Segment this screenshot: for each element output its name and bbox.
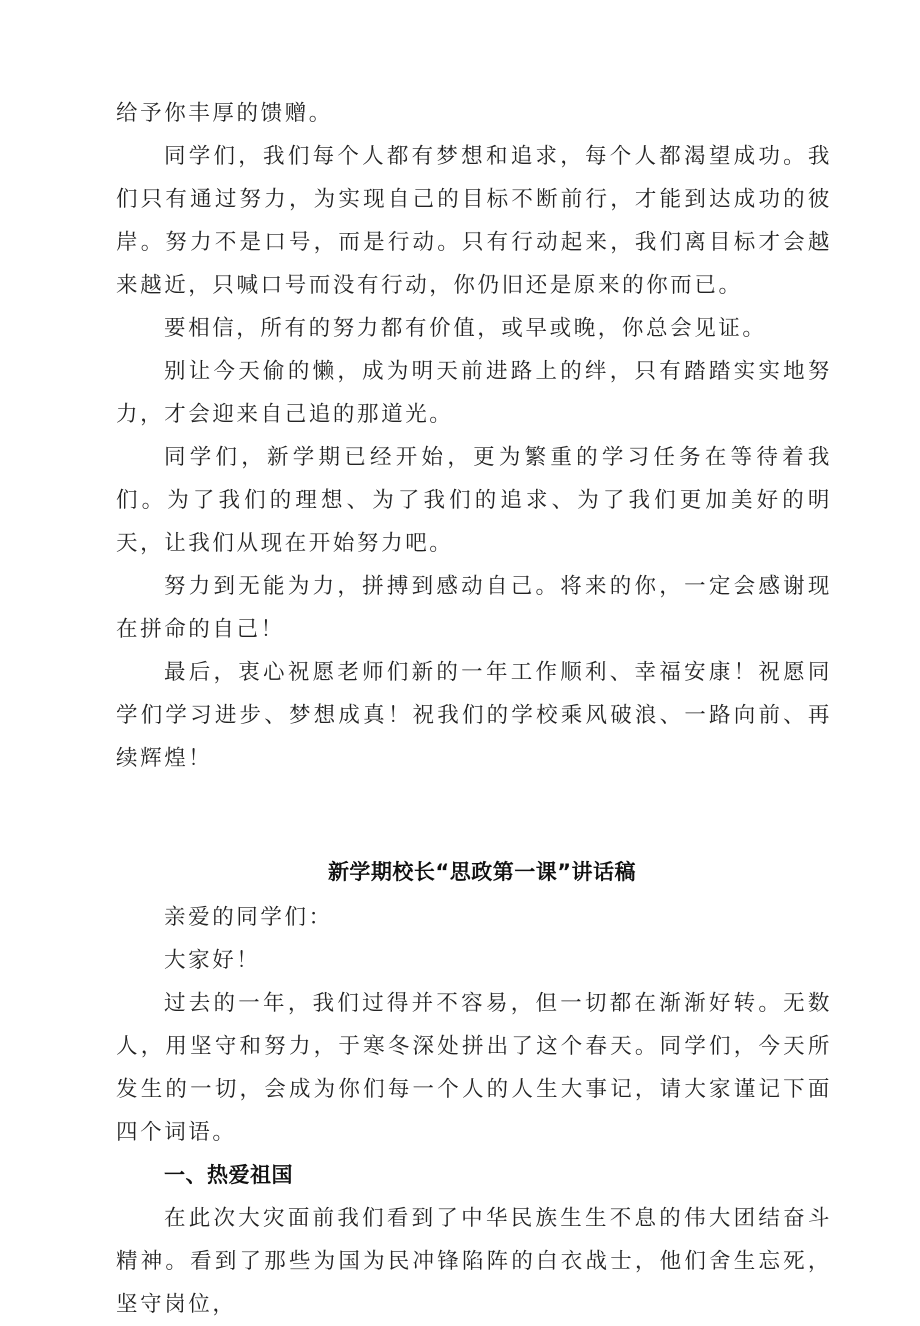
paragraph-continued: 给予你丰厚的馈赠。 [116, 101, 333, 126]
paragraph-effort: 努力到无能为力，拼搏到感动自己。将来的你，一定会感谢现在拼命的自己！ [116, 574, 832, 642]
greeting: 亲爱的同学们： [164, 905, 333, 930]
document-page [116, 92, 832, 1326]
paragraph-wishes: 最后，衷心祝愿老师们新的一年工作顺利、幸福安康！祝愿同学们学习进步、梦想成真！祝我们的学校乘风破浪、一路向前、再续辉煌！ [116, 660, 832, 771]
paragraph-intro: 过去的一年，我们过得并不容易，但一切都在渐渐好转。无数人，用坚守和努力，于寒冬深处拼出了这个春天。同学们，今天所发生的一切，会成为你们每一个人的人生大事记，请大家谨记下面四个词语。 [116, 991, 832, 1145]
section-heading-love-country: 一、热爱祖国 [164, 1163, 293, 1187]
paragraph-new-semester: 同学们，新学期已经开始，更为繁重的学习任务在等待着我们。为了我们的理想、为了我们的追求、为了我们更加美好的明天，让我们从现在开始努力吧。 [116, 445, 832, 556]
paragraph-dreams: 同学们，我们每个人都有梦想和追求，每个人都渴望成功。我们只有通过努力，为实现自己的目标不断前行，才能到达成功的彼岸。努力不是口号，而是行动。只有行动起来，我们离目标才会越来越近，只喊口号而没有行动，你仍旧还是原来的你而已。 [116, 144, 832, 298]
hello: 大家好！ [164, 948, 261, 973]
paragraph-section1: 在此次大灾面前我们看到了中华民族生生不息的伟大团结奋斗精神。看到了那些为国为民冲锋陷阵的白衣战士，他们舍生忘死，坚守岗位， [116, 1206, 832, 1317]
paragraph-believe: 要相信，所有的努力都有价值，或早或晚，你总会见证。 [164, 316, 767, 341]
article-title: 新学期校长“思政第一课”讲话稿 [327, 860, 637, 884]
paragraph-lazy: 别让今天偷的懒，成为明天前进路上的绊，只有踏踏实实地努力，才会迎来自己追的那道光。 [116, 359, 832, 427]
